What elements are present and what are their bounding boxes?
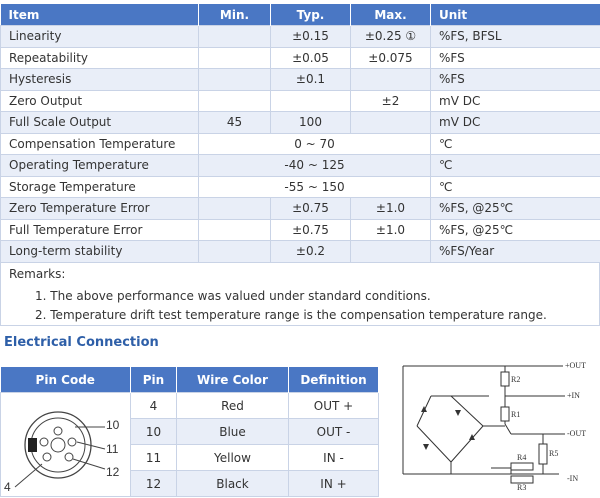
cell-definition: IN + [289, 471, 379, 497]
cell-wire-color: Yellow [177, 445, 289, 471]
cell-max: ±0.075 [351, 47, 431, 69]
cell-min [199, 69, 271, 91]
cell-pin: 4 [131, 393, 177, 419]
cell-max [351, 112, 431, 134]
label-r5: R5 [549, 449, 559, 458]
header-typ: Typ. [271, 4, 351, 26]
cell-min: 45 [199, 112, 271, 134]
cell-unit: mV DC [431, 90, 600, 112]
cell-max: ±2 [351, 90, 431, 112]
cell-pin: 12 [131, 471, 177, 497]
spec-row-repeatability [1, 47, 600, 69]
cell-unit: %FS, @25℃ [431, 219, 600, 241]
cell-pin: 11 [131, 445, 177, 471]
spec-row-zero-temperature-error [1, 198, 600, 220]
spec-row-zero-output [1, 90, 600, 112]
remark-item: 1. The above performance was valued under standard conditions. [35, 289, 431, 303]
cell-definition: IN - [289, 445, 379, 471]
cell-wire-color: Black [177, 471, 289, 497]
cell-min [199, 219, 271, 241]
cell-item: Linearity [1, 26, 199, 48]
header-definition: Definition [289, 367, 379, 393]
cell-unit: ℃ [431, 155, 600, 177]
pin-label-10: 10 [106, 417, 120, 432]
cell-min [199, 198, 271, 220]
cell-typ: 100 [271, 112, 351, 134]
spec-row-full-temperature-error [1, 219, 600, 241]
label-out-plus: +OUT [565, 361, 586, 370]
label-in-minus: -IN [567, 474, 579, 483]
header-pin-code: Pin Code [1, 367, 131, 393]
cell-definition: OUT - [289, 419, 379, 445]
cell-typ: ±0.05 [271, 47, 351, 69]
cell-item: Zero Temperature Error [1, 198, 199, 220]
label-r1: R1 [511, 410, 521, 419]
cell-max [351, 241, 431, 263]
label-in-plus: +IN [567, 391, 580, 400]
cell-item: Operating Temperature [1, 155, 199, 177]
cell-wire-color: Red [177, 393, 289, 419]
cell-typ: ±0.75 [271, 198, 351, 220]
label-r4: R4 [517, 453, 527, 462]
cell-typ: ±0.1 [271, 69, 351, 91]
header-unit: Unit [431, 4, 600, 26]
section-title-electrical-connection: Electrical Connection [4, 335, 159, 350]
label-r2: R2 [511, 375, 521, 384]
cell-range: -55 ~ 150 [199, 176, 431, 198]
cell-unit: %FS/Year [431, 241, 600, 263]
cell-min [199, 26, 271, 48]
header-pin: Pin [131, 367, 177, 393]
electrical-connection-table [0, 367, 379, 497]
remarks-title: Remarks: [9, 267, 66, 281]
cell-item: Full Temperature Error [1, 219, 199, 241]
spec-row-operating-temperature [1, 155, 600, 177]
header-wire-color: Wire Color [177, 367, 289, 393]
label-out-minus: -OUT [567, 429, 587, 438]
cell-max [351, 69, 431, 91]
cell-typ: ±0.15 [271, 26, 351, 48]
header-item: Item [1, 4, 199, 26]
cell-typ: ±0.2 [271, 241, 351, 263]
cell-max: ±1.0 [351, 219, 431, 241]
spec-row-compensation-temperature [1, 133, 600, 155]
connector-pin-diagram [1, 397, 131, 493]
spec-row-long-term-stability [1, 241, 600, 263]
label-r3: R3 [517, 483, 527, 492]
cell-item: Storage Temperature [1, 176, 199, 198]
cell-typ [271, 90, 351, 112]
cell-item: Zero Output [1, 90, 199, 112]
cell-unit: %FS [431, 47, 600, 69]
cell-item: Hysteresis [1, 69, 199, 91]
conn-row [1, 393, 379, 419]
pin-label-11: 11 [106, 441, 119, 456]
cell-item: Repeatability [1, 47, 199, 69]
cell-unit: ℃ [431, 176, 600, 198]
spec-header-row [1, 4, 600, 26]
cell-unit: %FS, @25℃ [431, 198, 600, 220]
conn-header-row [1, 367, 379, 393]
cell-item: Compensation Temperature [1, 133, 199, 155]
cell-unit: %FS [431, 69, 600, 91]
cell-unit: ℃ [431, 133, 600, 155]
spec-row-storage-temperature [1, 176, 600, 198]
cell-range: 0 ~ 70 [199, 133, 431, 155]
cell-wire-color: Blue [177, 419, 289, 445]
cell-min [199, 241, 271, 263]
cell-unit: %FS, BFSL [431, 26, 600, 48]
cell-item: Full Scale Output [1, 112, 199, 134]
header-min: Min. [199, 4, 271, 26]
spec-row-linearity [1, 26, 600, 48]
cell-min [199, 90, 271, 112]
remarks-box [0, 262, 600, 326]
cell-definition: OUT + [289, 393, 379, 419]
cell-typ: ±0.75 [271, 219, 351, 241]
cell-min [199, 47, 271, 69]
header-max: Max. [351, 4, 431, 26]
pin-label-4: 4 [4, 479, 11, 493]
remark-item: 2. Temperature drift test temperature range is the compensation temperature range. [35, 308, 547, 322]
spec-row-hysteresis [1, 69, 600, 91]
bridge-circuit-diagram [393, 352, 598, 492]
pin-label-12: 12 [106, 464, 120, 479]
specifications-table [0, 4, 600, 263]
cell-range: -40 ~ 125 [199, 155, 431, 177]
cell-pin: 10 [131, 419, 177, 445]
cell-item: Long-term stability [1, 241, 199, 263]
pin-code-diagram-cell [1, 393, 131, 497]
spec-row-full-scale-output [1, 112, 600, 134]
cell-unit: mV DC [431, 112, 600, 134]
cell-max: ±0.25 ① [351, 26, 431, 48]
cell-max: ±1.0 [351, 198, 431, 220]
